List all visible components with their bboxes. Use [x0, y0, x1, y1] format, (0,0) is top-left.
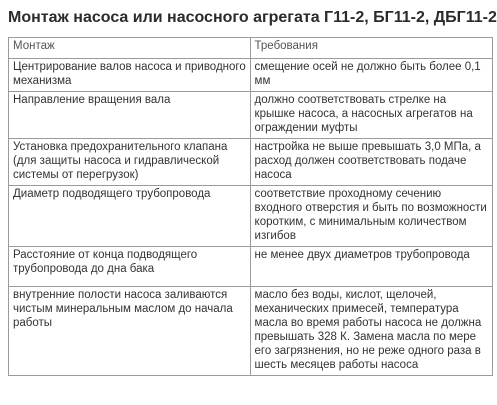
installation-cell: внутренние полости насоса заливаются чистым минеральным маслом до начала работы	[9, 287, 251, 376]
table-header-row	[9, 38, 493, 59]
requirement-cell: не менее двух диаметров трубопровода	[250, 247, 492, 287]
installation-cell: Центрирование валов насоса и приводного механизма	[9, 59, 251, 92]
requirement-cell: настройка не выше превышать 3,0 МПа, а расход должен соответствовать подаче насоса	[250, 139, 492, 186]
requirement-cell: масло без воды, кислот, щелочей, механических примесей, температура масла во время работы насоса не должна превышать 328 К. Замена масла по мере его загрязнения, но не реже одного раза в шесть месяцев работы насоса	[250, 287, 492, 376]
installation-cell: Установка предохранительного клапана (для защиты насоса и гидравлической системы от перегрузок)	[9, 139, 251, 186]
requirement-cell: смещение осей не должно быть более 0,1 мм	[250, 59, 492, 92]
column-header-installation: Монтаж	[9, 38, 251, 59]
requirement-cell: должно соответствовать стрелке на крышке насоса, а насосных агрегатов на ограждении муфты	[250, 92, 492, 139]
installation-cell: Направление вращения вала	[9, 92, 251, 139]
requirements-table	[8, 37, 493, 376]
requirement-cell: соответствие проходному сечению входного отверстия и быть по возможности коротким, с минимальным количеством изгибов	[250, 186, 492, 247]
installation-cell: Диаметр подводящего трубопровода	[9, 186, 251, 247]
table-row	[9, 139, 493, 186]
table-row	[9, 59, 493, 92]
table-row	[9, 287, 493, 376]
column-header-requirements: Требования	[250, 38, 492, 59]
page-title: Монтаж насоса или насосного агрегата Г11-2, БГ11-2, ДБГ11-2	[8, 9, 497, 26]
table-row	[9, 92, 493, 139]
table-row	[9, 247, 493, 287]
table-row	[9, 186, 493, 247]
installation-cell: Расстояние от конца подводящего трубопровода до дна бака	[9, 247, 251, 287]
